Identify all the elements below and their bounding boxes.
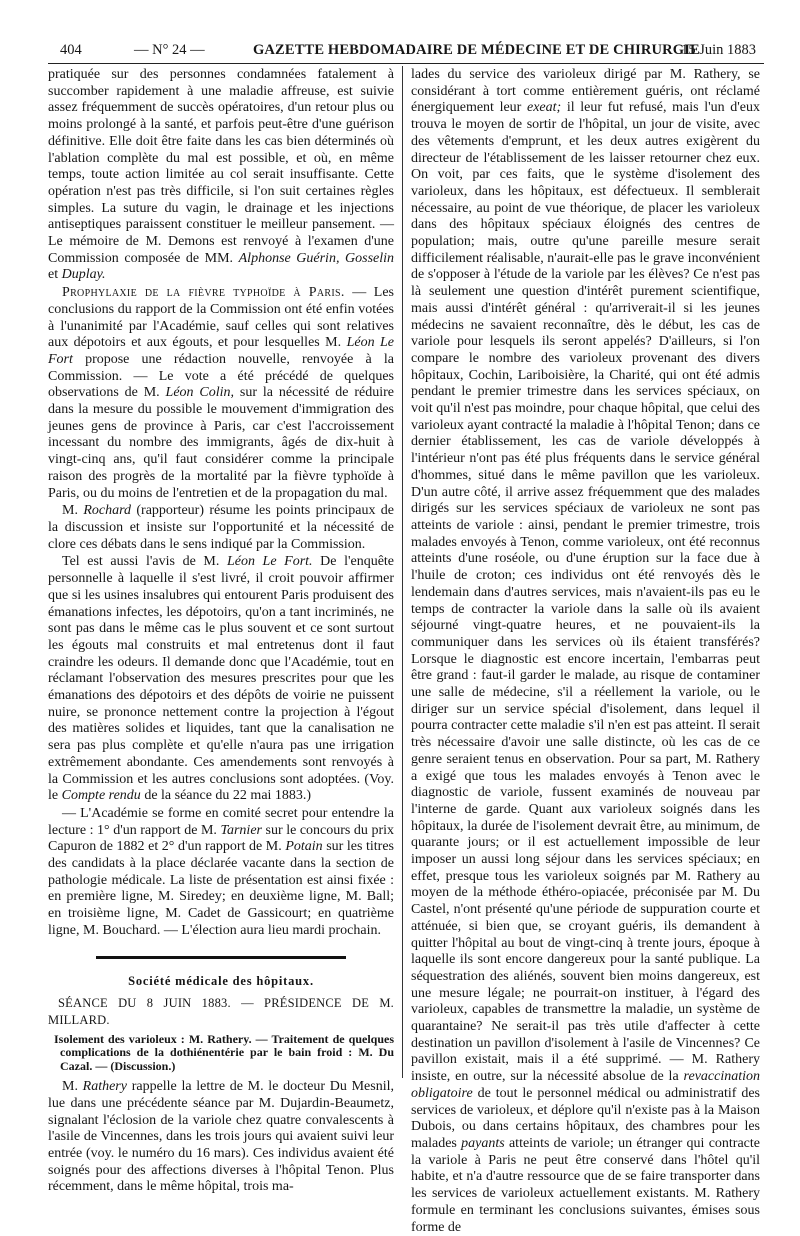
page-number: 404 <box>60 42 82 58</box>
commission-names: Alphonse Guérin, Gosselin <box>238 250 395 266</box>
paragraph-isolement: lades du service des varioleux dirigé par M. Rathery, se considérant à tort comme entièrement guéris, ont réclamé énergiquement leur exeat; il leur fut refusé, mais l'un d'eux trouva le moyen de sortir de l'hôpital, un jour de visite, avec des vêtements d'emprunt, et les deux autres exigèrent du directeur de l'établissement de les laisser retourner chez eux. On voit, par ces faits, que le système d'isolement des varioleux, dans les hôpitaux, est défectueux. Il semblerait nécessaire, au point de vue théorique, de placer les varioleux dans des hôpitaux spéciaux éloignés des centres de population; mais, outre qu'une pareille mesure serait difficilement réalisable, n'aurait-elle pas le grave inconvénient de s'opposer à l'étude de la variole par les élèves? Ce n'est pas là seulement une question d'intérêt purement scientifique, mais aussi d'intérêt général : qu'arriverait-il si les jeunes médecins ne savaient reconnaître, dès le début, les cas de variole pour lesquels ils seront appelés? D'ailleurs, si l'on compare le nombre des varioleux provenant des divers hôpitaux, Cochin, Lariboisière, la Charité, qui ont été admis pendant le premier trimestre dans les services spéciaux, on voit qu'il n'est pas moindre, pour chaque hôpital, que celui des varioleux ayant contracté la maladie à l'hôpital Tenon; dans ce dernier établissement, les cas de variole développés à l'intérieur n'ont pas été plus fréquents dans le service général d'hommes, situé dans le même pavillon que les varioleux. D'un autre côté, il arrive assez fréquemment que des malades dirigés sur les services spéciaux de varioleux ne sont pas atteints de variole : ainsi, pendant le premier trimestre, trois malades envoyés à Tenon, comme varioleux, ont été reconnus atteints d'une roséole, ou d'une éruption sur la face due à l'huile de croton; ces individus ont été renvoyés dès le lendemain dans d'autres services, mais n'avaient-ils pas eu le temps de contracter la variole dans la salle où ils avaient séjourné vingt-quatre heures, et ne pouvaient-ils la communiquer dans les services où ils étaient transférés? Lorsque le diagnostic est encore incertain, l'embarras peut être grand : faut-il garder le malade, au risque de contaminer une salle de médecine, s'il a réellement la variole, ou le diriger sur un service spécial d'isolement, dans lequel il pourra contracter cette maladie s'il n'en est pas atteint. Il serait très nécessaire d'avoir une salle distincte, où les cas de ce genre seraient tenus en observation. Pour sa part, M. Rathery a exigé que tous les malades envoyés à Tenon avec le diagnostic de variole, fussent examinés de nouveau par l'interne de garde. Quant aux varioleux soignés dans les hôpitaux, la durée de l'isolement devrait être, au minimum, de quarante jours; or il est actuellement impossible de leur imposer un aussi long séjour dans les services spéciaux; en effet, presque tous les varioleux soignés par M. Rathery au moyen de la méthode éthéro-opiacée, préconisée par M. Du Castel, n'ont présenté qu'une période de suppuration courte et atténuée, si bien que, se croyant guéris, ils demandent à quitter l'hôpital au bout de vingt-cinq à trente jours, époque à laquelle ils sont encore dangereux pour la santé publique. La séquestration des aliénés, souvent bien moins dangereux, est une mesure légale; ne pourrait-on instituer, à l'égard des varioleux, capables de transmettre la maladie, un système de quarantaine? Ne serait-il pas très utile d'affecter à cette destination un pavillon d'isolement à l'asile de Vincennes? Ce pavillon existait, mais il a été supprimé. — M. Rathery insiste, en outre, sur la nécessité absolue de la revaccination obligatoire de tout le personnel médical ou administratif des services de varioleux, et déplore qu'il n'existe pas à la Maison Dubois, ou dans certains hôpitaux, des chambres pour les malades payants atteints de variole; un étranger qui contracte la variole à Paris ne peut être conservé dans l'hôtel qu'il habite, et n'a d'autre ressource que de se faire transporter dans les services de varioleux actuellement existants. M. Rathery formule en terminant les conclusions suivantes, émises sous forme de <box>411 67 761 1235</box>
paragraph-comite-secret: — L'Académie se forme en comité secret pour entendre la lecture : 1° d'un rapport de M. Tarnier sur le concours du prix Capuron de 1882 et 2° d'un rapport de M. Potain sur les titres des candidats à la place déclarée vacante dans la section de pathologie médicale. La liste de présentation est ainsi fixée : en première ligne, M. Siredey; en deuxième ligne, M. Ball; en troisième ligne, M. Cadet de Gassicourt; en quatrième ligne, M. Bouchard. — L'élection aura lieu mardi prochain. <box>48 805 395 938</box>
header-rule <box>48 63 764 64</box>
section-heading-typhoid: Prophylaxie de la fièvre typhoïde à Paris. <box>62 285 345 301</box>
running-header <box>48 40 764 64</box>
journal-title: GAZETTE HEBDOMADAIRE DE MÉDECINE ET DE CHIRURGIE <box>253 42 700 58</box>
society-title: Société médicale des hôpitaux. <box>128 973 314 988</box>
issue-number: — N° 24 — <box>134 42 205 58</box>
paragraph-rochard: M. Rochard (rapporteur) résume les points principaux de la discussion et insiste sur l'opportunité et la nécessité de clore ces débats dans le sens indiqué par la Commission. <box>48 503 395 552</box>
right-column <box>411 67 761 1235</box>
paragraph-hysterectomy: pratiquée sur des personnes condamnées fatalement à succomber rapidement à une maladie affreuse, est suivie assez fréquemment de succès opératoires, d'un retour plus ou moins prolongé à la santé, et parfois peut-être d'une guérison définitive. Elle doit être faite dans les cas bien déterminés où l'ablation complète du mal est possible, et où, en même temps, toute action limitée au col serait insuffisante. Cette opération n'est pas très difficile, si l'on suit certaines règles simples. La suture du vagin, le drainage et les injections antiseptiques paraissent constituer le meilleur pansement. — Le mémoire de M. Demons est renvoyé à l'examen d'une Commission composée de MM. Alphonse Guérin, Gosselin et Duplay. <box>48 67 395 283</box>
left-column <box>48 67 395 1195</box>
paragraph-le-fort: Tel est aussi l'avis de M. Léon Le Fort. De l'enquête personnelle à laquelle il s'est livré, il croit pouvoir affirmer que si les usines insalubres qui entourent Paris produisent des émanations infectes, les dépotoirs, qu'on a tant incriminés, ne sont pas dans le même cas le plus souvent et ce sont surtout les égouts mal construits et mal entretenus dont il faut craindre les odeurs. Il demande donc que l'Académie, tout en réclamant l'observation des mesures prescrites pour que les émanations des dépotoirs et des dépôts de voirie ne puissent nuire, se prononce nettement contre la projection à l'égout des matières solides et liquides, tant que la canalisation ne sera pas plus complète et qu'elle n'aura pas une irrigation extrêmement abondante. Ces amendements sont renvoyés à la Commission et les autres conclusions sont adoptées. (Voy. le Compte rendu de la séance du 22 mai 1883.) <box>48 554 395 804</box>
column-divider <box>402 66 403 1078</box>
section-separator <box>96 956 346 959</box>
seance-line: SÉANCE DU 8 JUIN 1883. — PRÉSIDENCE DE M. MILLARD. <box>48 996 394 1027</box>
paragraph-typhoid: Prophylaxie de la fièvre typhoïde à Paris. — Les conclusions du rapport de la Commission ont été enfin votées à l'unanimité par l'Académie, sauf celles qui sont relatives aux dépotoirs et aux égouts, et pour lesquelles M. Léon Le Fort propose une rédaction nouvelle, renvoyée à la Commission. — Le vote a été précédé de quelques observations de M. Léon Colin, sur la nécessité de réduire dans la mesure du possible le mouvement d'immigration des jeunes gens de province à Paris, car c'est l'accroissement incessant du nombre des immigrants, âgés de dix-huit à vingt-cinq ans, qu'il faut considérer comme la principale raison des progrès de la mortalité par la fièvre typhoïde à Paris, ou du moins de l'entretien et de la propagation du mal. <box>48 285 395 501</box>
issue-date: 15 Juin 1883 <box>681 42 756 58</box>
paragraph-rathery: M. Rathery rappelle la lettre de M. le docteur Du Mesnil, lue dans une précédente séance par M. Dujardin-Beaumetz, signalant l'éclosion de la variole chez quatre convalescents à l'asile de Vincennes, dans les trois jours qui avaient suivi leur entrée (voy. le numéro du 16 mars). Ces individus avaient été soignés pour des affections diverses à l'hôpital Tenon. Plus récemment, dans le même hôpital, trois ma- <box>48 1079 394 1195</box>
session-summary: Isolement des varioleux : M. Rathery. — Traitement de quelques complications de la dothiénentérie par le bain froid : M. Du Cazal. — (Discussion.) <box>54 1031 394 1073</box>
